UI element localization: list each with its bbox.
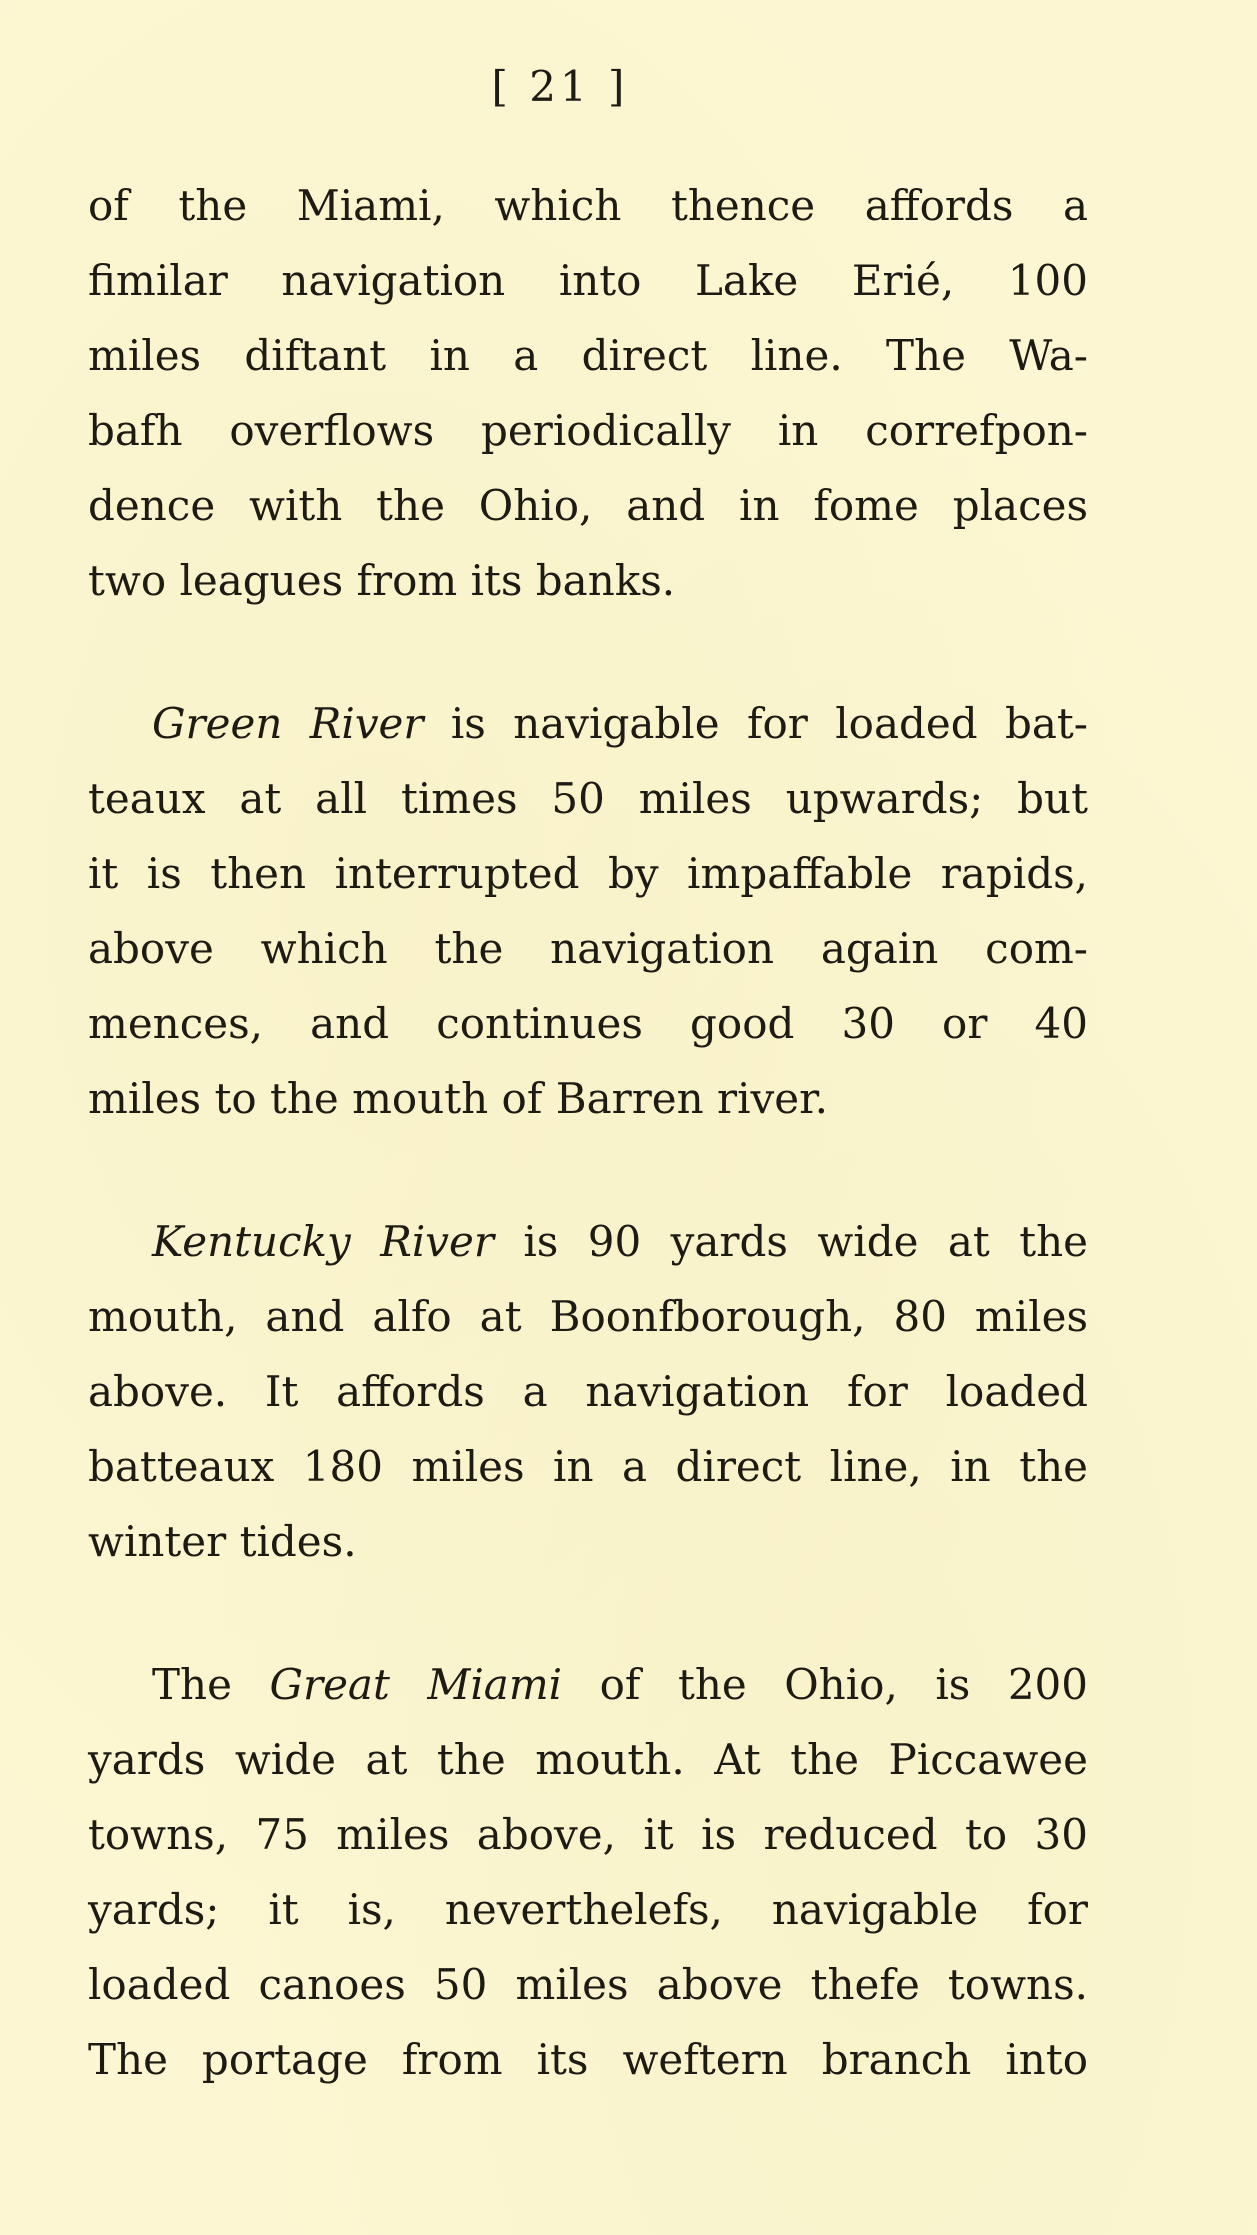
paragraph-kentucky-river <box>88 1204 1088 1579</box>
text-line: fimilar navigation into Lake Erié, 100 <box>88 256 1088 305</box>
text-line <box>88 1647 1088 1722</box>
page-number: [ 21 ] <box>491 62 629 111</box>
paragraph-1 <box>88 168 1088 618</box>
text-line: yards; it is, neverthelefs, navigable for <box>88 1885 1088 1934</box>
text-run: The <box>152 1660 270 1709</box>
text-line: mouth, and alfo at Boonfborough, 80 miles <box>88 1292 1088 1341</box>
text-line: miles to the mouth of Barren river. <box>88 1074 828 1123</box>
text-line: winter tides. <box>88 1517 357 1566</box>
text-line: of the Miami, which thence affords a <box>88 181 1088 230</box>
text-line: teaux at all times 50 miles upwards; but <box>88 774 1088 823</box>
text-line <box>88 1204 1088 1279</box>
text-line: it is then interrupted by impaffable rapids, <box>88 849 1088 898</box>
text-line: batteaux 180 miles in a direct line, in the <box>88 1442 1088 1491</box>
river-name: Great Miami <box>269 1660 563 1709</box>
text-line: loaded canoes 50 miles above thefe towns. <box>88 1960 1088 2009</box>
text-line: towns, 75 miles above, it is reduced to 30 <box>88 1810 1088 1859</box>
paragraph-green-river <box>88 686 1088 1136</box>
text-line: dence with the Ohio, and in fome places <box>88 481 1088 530</box>
text-line: bafh overflows periodically in correfpon- <box>88 406 1088 455</box>
text-line: above which the navigation again com- <box>88 924 1088 973</box>
river-name: Green River <box>152 699 424 748</box>
text-run: of the Ohio, is 200 <box>562 1660 1088 1709</box>
text-line: mences, and continues good 30 or 40 <box>88 999 1088 1048</box>
text-line <box>88 686 1088 761</box>
text-run: is 90 yards wide at the <box>493 1217 1088 1266</box>
text-line: above. It affords a navigation for loaded <box>88 1367 1088 1416</box>
paragraph-great-miami <box>88 1647 1088 2097</box>
text-line: two leagues from its banks. <box>88 556 676 605</box>
body-text <box>88 168 1088 2165</box>
text-line: The portage from its weftern branch into <box>88 2035 1088 2084</box>
text-run: is navigable for loaded bat- <box>423 699 1088 748</box>
river-name: Kentucky River <box>152 1217 494 1266</box>
text-line: yards wide at the mouth. At the Piccawee <box>88 1735 1088 1784</box>
text-line: miles diftant in a direct line. The Wa- <box>88 331 1088 380</box>
